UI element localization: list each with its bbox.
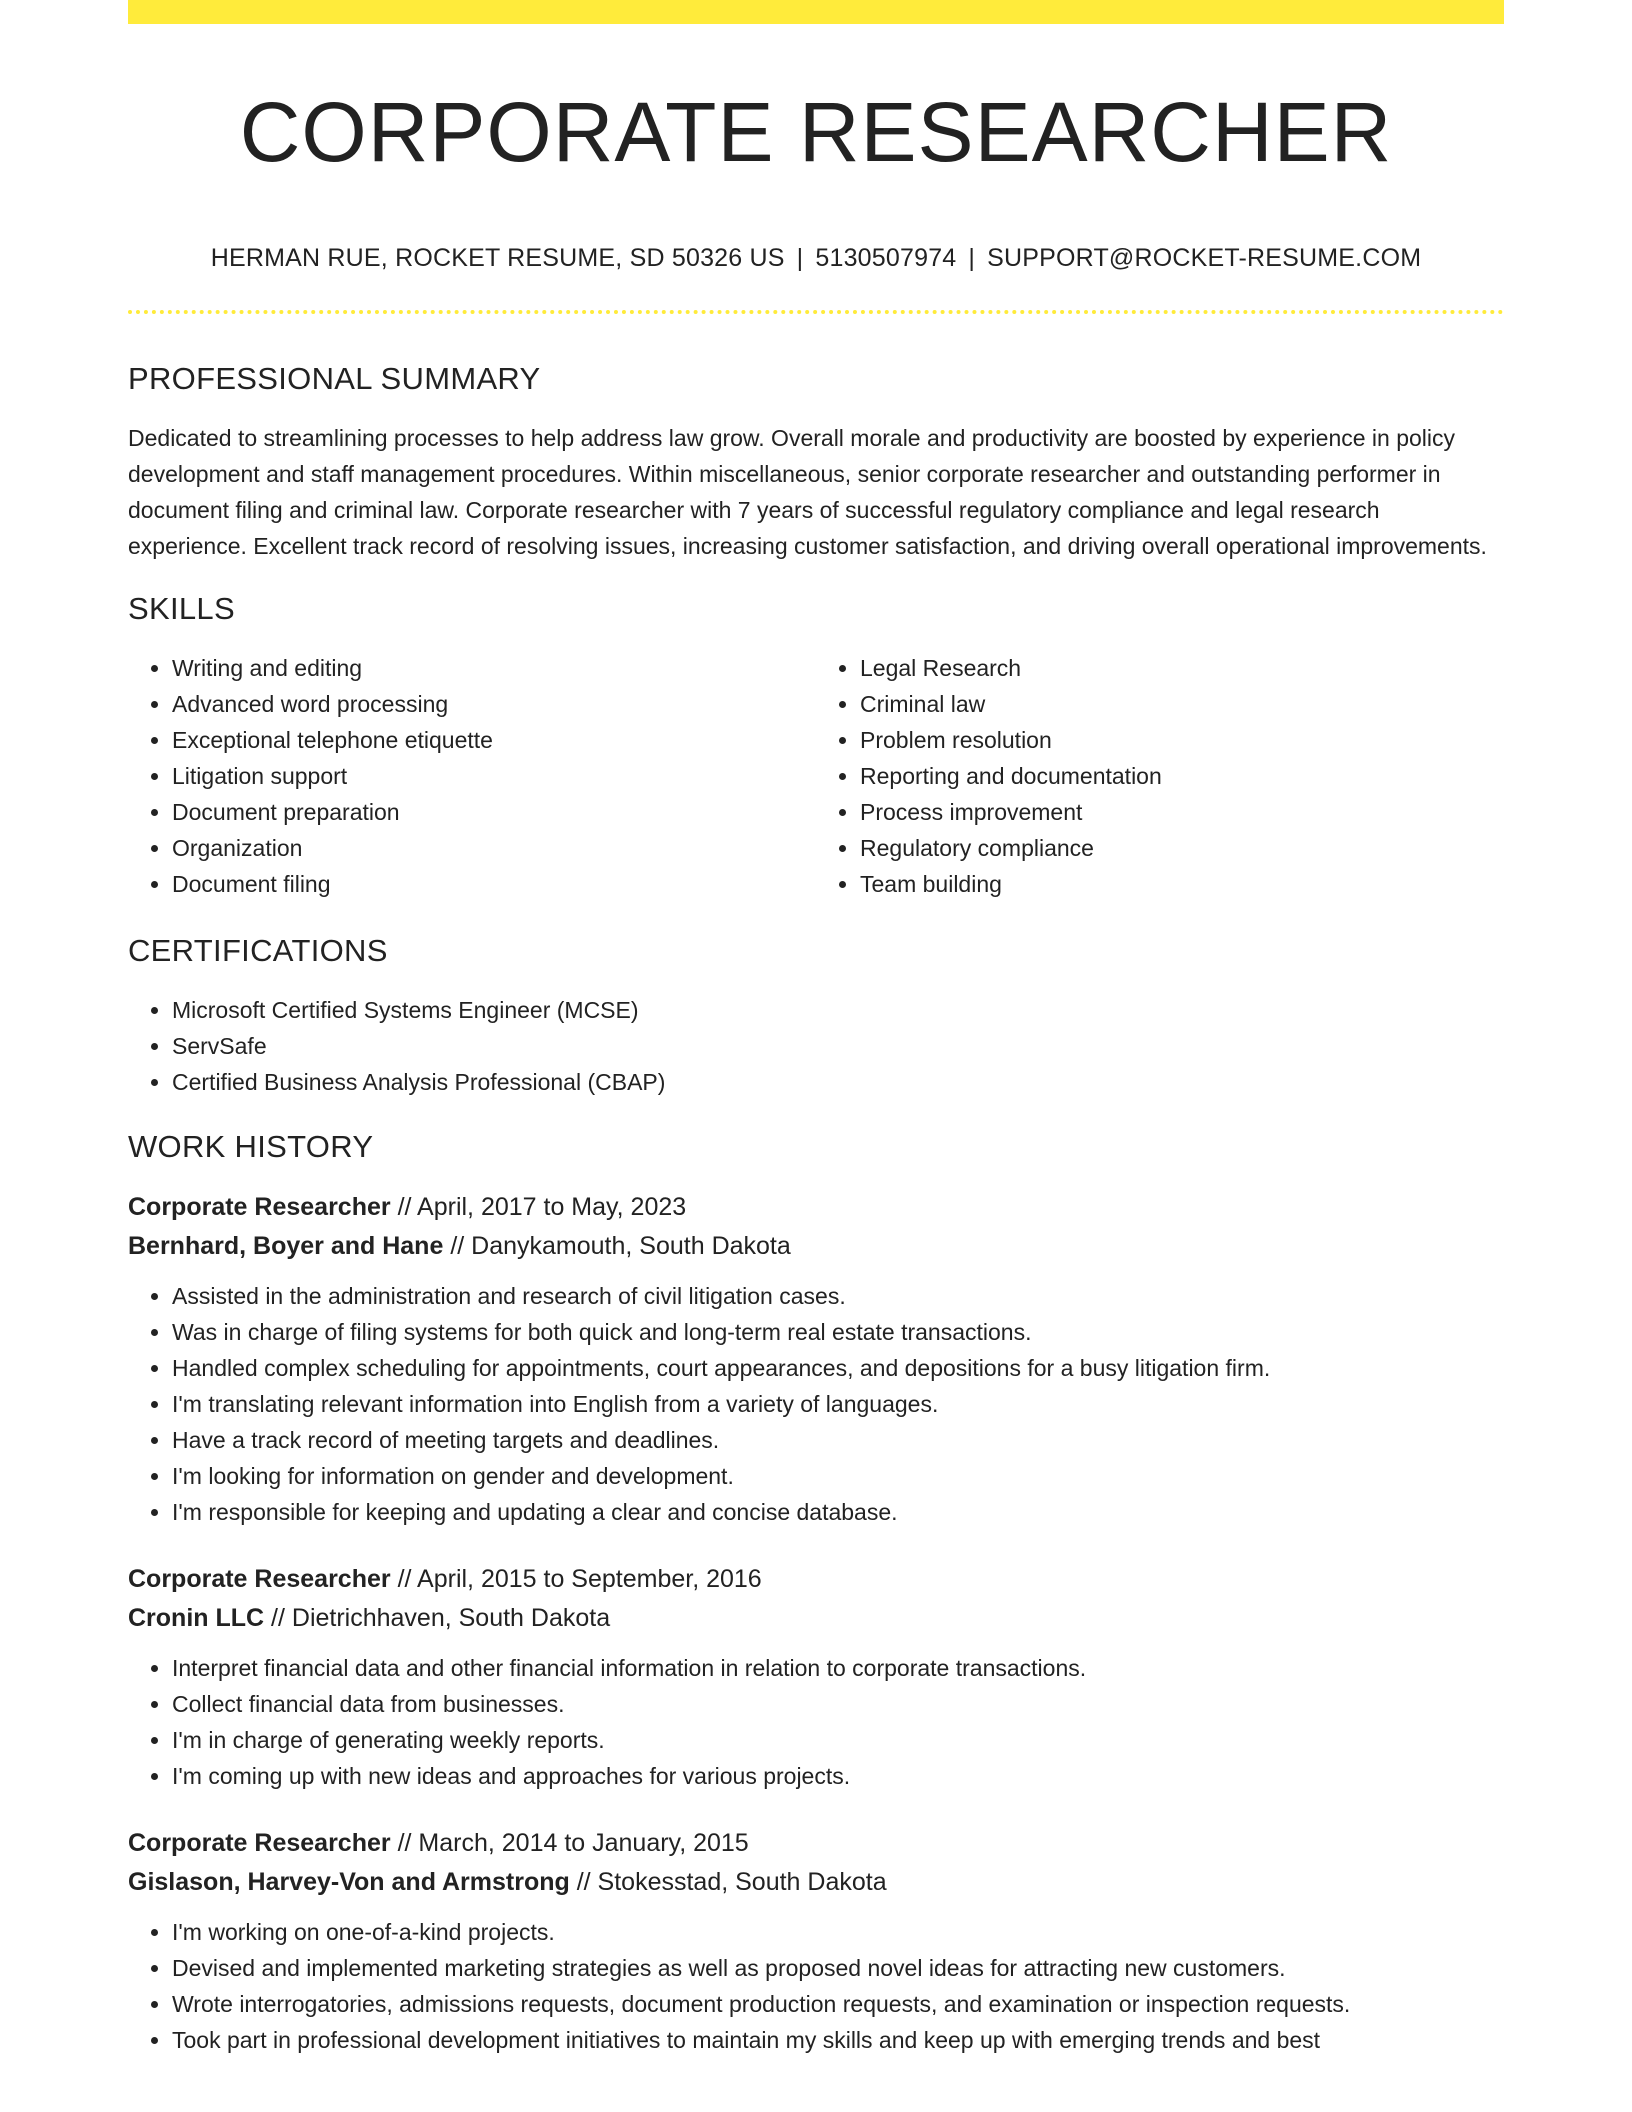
job-bullet: • I'm coming up with new ideas and approaches for various projects.	[172, 1758, 1504, 1794]
job-bullet: • I'm translating relevant information into English from a variety of languages.	[172, 1386, 1504, 1422]
job-location: // Dietrichhaven, South Dakota	[271, 1604, 611, 1632]
job-title-line	[128, 1824, 1504, 1863]
job-company: Cronin LLC	[128, 1604, 265, 1632]
job-bullet: • Handled complex scheduling for appointments, court appearances, and depositions for a busy litigation firm.	[172, 1350, 1504, 1386]
skill-item: • Criminal law	[860, 686, 1504, 722]
skills-left-list	[128, 650, 816, 902]
contact-address: HERMAN RUE, ROCKET RESUME, SD 50326 US	[210, 244, 785, 272]
job-entry	[128, 1824, 1504, 2058]
job-title: Corporate Researcher	[128, 1565, 391, 1593]
job-company-line	[128, 1599, 1504, 1638]
summary-text: Dedicated to streamlining processes to help address law grow. Overall morale and productivity are boosted by experience in policy development and staff management procedures. Within miscellaneous, senior corporate researcher and outstanding performer in document filing and criminal law. Corporate researcher with 7 years of successful regulatory compliance and legal research experience. Excellent track record of resolving issues, increasing customer satisfaction, and driving overall operational improvements.	[128, 425, 1487, 559]
certification-item: • ServSafe	[172, 1028, 1504, 1064]
job-title: Corporate Researcher	[128, 1193, 391, 1221]
resume-page	[128, 0, 1504, 2058]
skill-item: • Advanced word processing	[172, 686, 816, 722]
job-bullet: • I'm responsible for keeping and updating a clear and concise database.	[172, 1494, 1504, 1530]
contact-separator: |	[796, 244, 804, 272]
certifications-section	[128, 932, 1504, 1100]
job-company-line	[128, 1863, 1504, 1902]
job-bullets	[128, 1278, 1504, 1530]
certification-item: • Microsoft Certified Systems Engineer (MCSE)	[172, 992, 1504, 1028]
job-title: Corporate Researcher	[128, 1829, 391, 1857]
job-dates: // April, 2015 to September, 2016	[397, 1565, 762, 1593]
skill-item: • Document filing	[172, 866, 816, 902]
job-company: Bernhard, Boyer and Hane	[128, 1232, 444, 1260]
skill-item: • Organization	[172, 830, 816, 866]
job-bullet: • I'm working on one-of-a-kind projects.	[172, 1914, 1504, 1950]
job-bullet: • Interpret financial data and other financial information in relation to corporate transactions.	[172, 1650, 1504, 1686]
contact-email: SUPPORT@ROCKET-RESUME.COM	[987, 244, 1422, 272]
work-history-section	[128, 1128, 1504, 2058]
job-bullet: • Collect financial data from businesses.	[172, 1686, 1504, 1722]
skills-section	[128, 590, 1504, 902]
job-bullet: • Took part in professional development initiatives to maintain my skills and keep up with emerging trends and best	[172, 2022, 1504, 2058]
skills-columns	[128, 650, 1504, 902]
certifications-list	[128, 992, 1504, 1100]
job-entry	[128, 1560, 1504, 1794]
skill-item: • Regulatory compliance	[860, 830, 1504, 866]
job-entry	[128, 1188, 1504, 1530]
job-title-line	[128, 1560, 1504, 1599]
job-bullets	[128, 1650, 1504, 1794]
skill-item: • Exceptional telephone etiquette	[172, 722, 816, 758]
job-dates: // April, 2017 to May, 2023	[397, 1193, 687, 1221]
job-bullet: • I'm in charge of generating weekly reports.	[172, 1722, 1504, 1758]
contact-phone: 5130507974	[815, 244, 957, 272]
job-bullet: • Wrote interrogatories, admissions requests, document production requests, and examination or inspection requests.	[172, 1986, 1504, 2022]
certifications-heading: CERTIFICATIONS	[128, 933, 388, 968]
job-location: // Danykamouth, South Dakota	[450, 1232, 791, 1260]
job-company-line	[128, 1227, 1504, 1266]
job-bullet: • Devised and implemented marketing strategies as well as proposed novel ideas for attracting new customers.	[172, 1950, 1504, 1986]
skill-item: • Writing and editing	[172, 650, 816, 686]
skill-item: • Team building	[860, 866, 1504, 902]
top-accent-bar	[128, 0, 1504, 24]
job-title-line	[128, 1188, 1504, 1227]
job-bullets	[128, 1914, 1504, 2058]
skill-item: • Litigation support	[172, 758, 816, 794]
summary-section	[128, 360, 1504, 564]
work-history-heading: WORK HISTORY	[128, 1129, 374, 1164]
contact-separator: |	[968, 244, 976, 272]
job-company: Gislason, Harvey-Von and Armstrong	[128, 1868, 570, 1896]
skills-heading: SKILLS	[128, 591, 235, 626]
job-dates: // March, 2014 to January, 2015	[397, 1829, 749, 1857]
job-bullet: • Assisted in the administration and research of civil litigation cases.	[172, 1278, 1504, 1314]
dotted-divider	[128, 310, 1504, 314]
certification-item: • Certified Business Analysis Professional (CBAP)	[172, 1064, 1504, 1100]
resume-title: CORPORATE RESEARCHER	[239, 85, 1393, 179]
skill-item: • Reporting and documentation	[860, 758, 1504, 794]
skill-item: • Document preparation	[172, 794, 816, 830]
skill-item: • Problem resolution	[860, 722, 1504, 758]
job-location: // Stokesstad, South Dakota	[576, 1868, 887, 1896]
job-bullet: • Have a track record of meeting targets and deadlines.	[172, 1422, 1504, 1458]
job-bullet: • I'm looking for information on gender and development.	[172, 1458, 1504, 1494]
skill-item: • Legal Research	[860, 650, 1504, 686]
summary-heading: PROFESSIONAL SUMMARY	[128, 361, 541, 396]
contact-line	[128, 242, 1504, 274]
job-bullet: • Was in charge of filing systems for both quick and long-term real estate transactions.	[172, 1314, 1504, 1350]
skill-item: • Process improvement	[860, 794, 1504, 830]
skills-right-list	[816, 650, 1504, 902]
